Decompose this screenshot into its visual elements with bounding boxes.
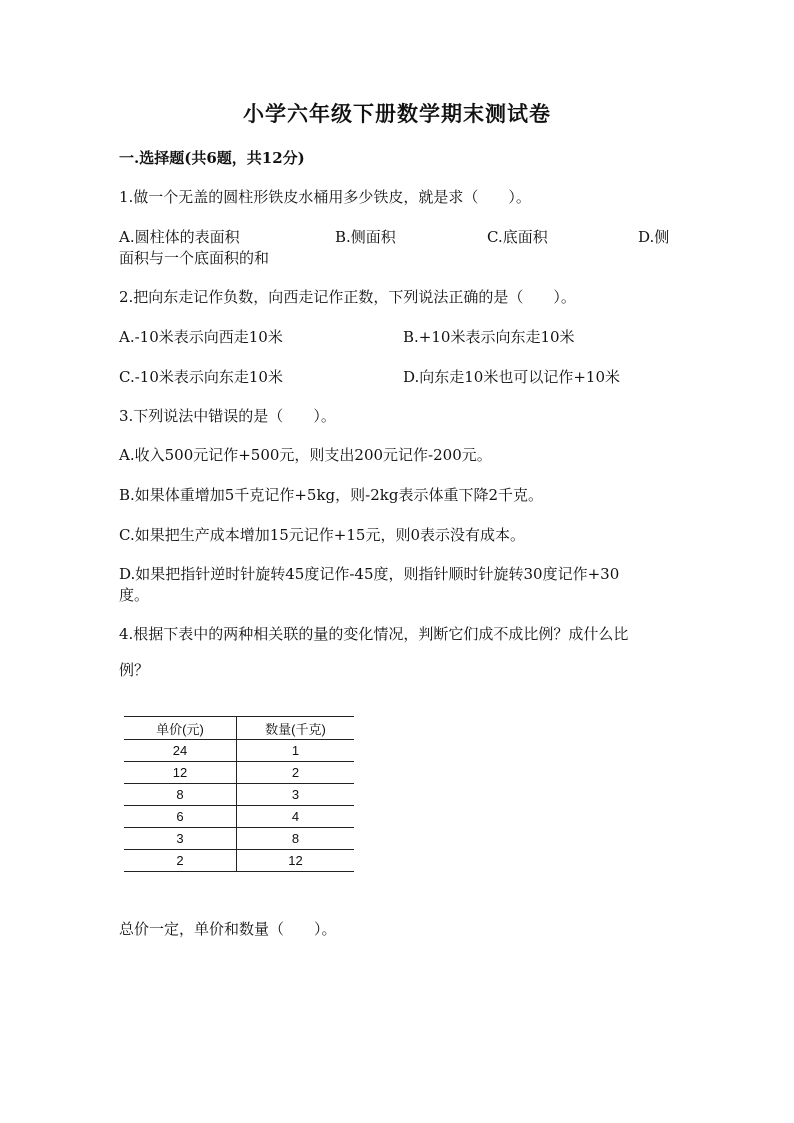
table-cell: 2 xyxy=(124,850,237,872)
table-cell: 8 xyxy=(124,784,237,806)
q3-option-a: A.收入500元记作+500元，则支出200元记作-200元。 xyxy=(119,446,492,464)
table-header-unit-price: 单价(元) xyxy=(124,717,237,740)
q1-stem: 1.做一个无盖的圆柱形铁皮水桶用多少铁皮，就是求（ ）。 xyxy=(119,188,531,206)
q3-option-d-continued: 度。 xyxy=(119,586,150,604)
section-heading: 一.选择题(共6题，共12分) xyxy=(119,149,305,167)
q3-option-b: B.如果体重增加5千克记作+5kg，则-2kg表示体重下降2千克。 xyxy=(119,486,543,504)
q1-option-b: B.侧面积 xyxy=(335,228,396,246)
q2-option-d: D.向东走10米也可以记作+10米 xyxy=(403,368,621,386)
page-title: 小学六年级下册数学期末测试卷 xyxy=(243,101,551,126)
table-row xyxy=(124,850,354,872)
table-cell: 12 xyxy=(237,850,355,872)
table-cell: 6 xyxy=(124,806,237,828)
q3-option-c: C.如果把生产成本增加15元记作+15元，则0表示没有成本。 xyxy=(119,526,525,544)
q4-stem: 4.根据下表中的两种相关联的量的变化情况，判断它们成不成比例？成什么比 xyxy=(119,625,629,643)
q2-option-c: C.-10米表示向东走10米 xyxy=(119,368,283,386)
table-row xyxy=(124,740,354,762)
q1-option-c: C.底面积 xyxy=(487,228,548,246)
q3-stem: 3.下列说法中错误的是（ ）。 xyxy=(119,407,336,425)
table-cell: 24 xyxy=(124,740,237,762)
q4-question: 总价一定，单价和数量（ ）。 xyxy=(119,920,337,938)
table-cell: 3 xyxy=(124,828,237,850)
q1-option-d-continued: 面积与一个底面积的和 xyxy=(119,249,270,267)
table-header-row xyxy=(124,717,354,740)
q2-stem: 2.把向东走记作负数，向西走记作正数，下列说法正确的是（ ）。 xyxy=(119,288,576,306)
table-row xyxy=(124,828,354,850)
q1-option-d: D.侧 xyxy=(638,228,670,246)
table-cell: 8 xyxy=(237,828,355,850)
table-header-quantity: 数量(千克) xyxy=(237,717,355,740)
q2-option-a: A.-10米表示向西走10米 xyxy=(119,328,283,346)
q1-option-a: A.圆柱体的表面积 xyxy=(119,228,240,246)
table-cell: 2 xyxy=(237,762,355,784)
price-quantity-table xyxy=(124,716,354,872)
table-cell: 4 xyxy=(237,806,355,828)
table-row xyxy=(124,784,354,806)
table-cell: 1 xyxy=(237,740,355,762)
q3-option-d: D.如果把指针逆时针旋转45度记作-45度，则指针顺时针旋转30度记作+30 xyxy=(119,565,620,583)
table-cell: 12 xyxy=(124,762,237,784)
q4-stem-continued: 例？ xyxy=(119,661,150,679)
q2-option-b: B.+10米表示向东走10米 xyxy=(403,328,575,346)
table-cell: 3 xyxy=(237,784,355,806)
table-row xyxy=(124,806,354,828)
table-row xyxy=(124,762,354,784)
